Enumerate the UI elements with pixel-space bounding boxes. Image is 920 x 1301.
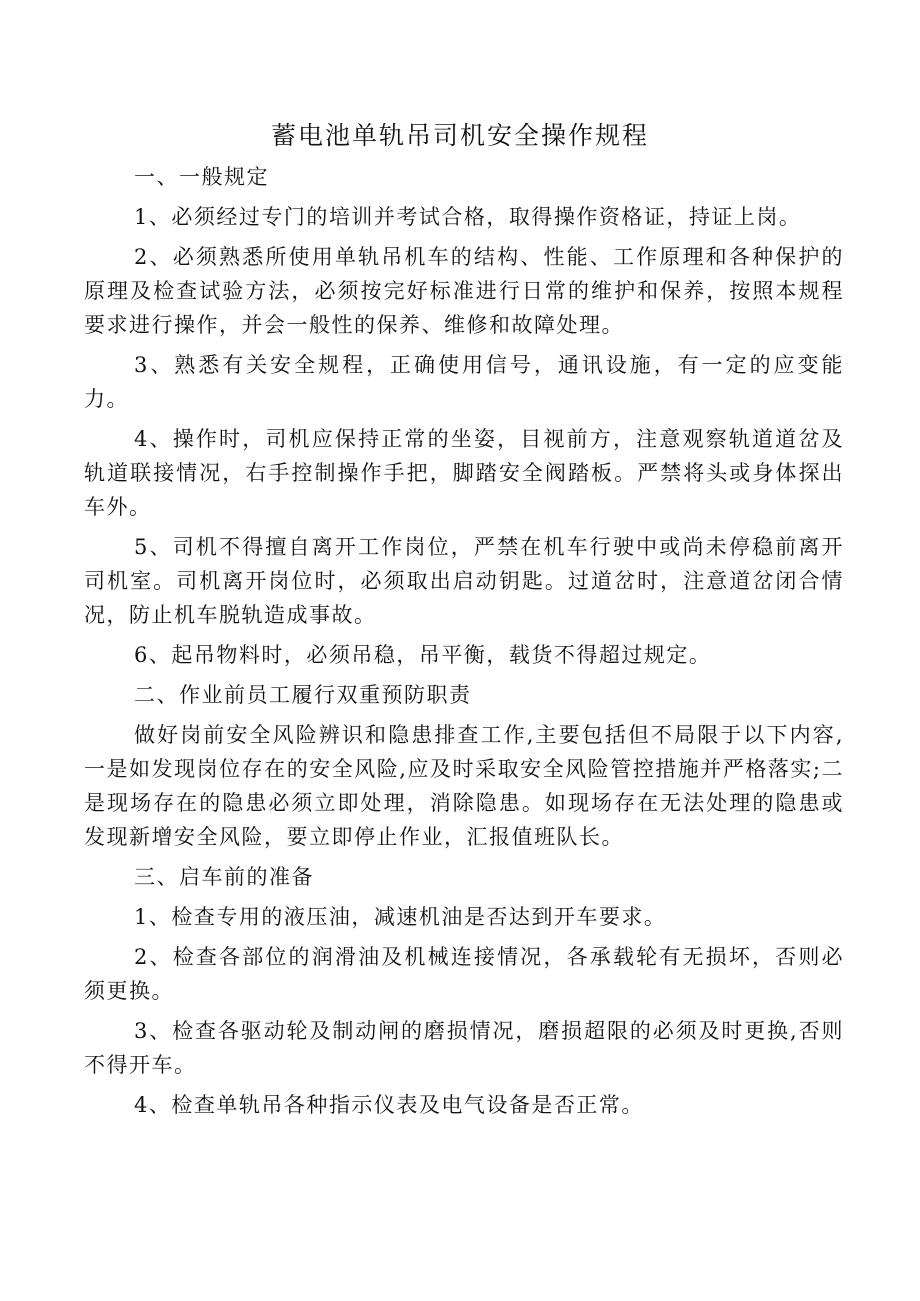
paragraph: 5、司机不得擅自离开工作岗位，严禁在机车行驶中或尚未停稳前离开司机室。司机离开岗位时，必须取出启动钥匙。过道岔时，注意道岔闭合情况，防止机车脱轨造成事故。 [84,535,844,627]
paragraph: 1、检查专用的液压油，减速机油是否达到开车要求。 [134,905,667,929]
paragraph: 4、操作时，司机应保持正常的坐姿，目视前方，注意观察轨道道岔及轨道联接情况，右手控制操作手把，脚踏安全阀踏板。严禁将头或身体探出车外。 [84,427,844,519]
paragraph: 4、检查单轨吊各种指示仪表及电气设备是否正常。 [134,1093,644,1117]
paragraph: 2、检查各部位的润滑油及机械连接情况，各承载轮有无损坏，否则必须更换。 [84,945,844,1003]
paragraph: 3、熟悉有关安全规程，正确使用信号，通讯设施，有一定的应变能力。 [84,353,844,411]
paragraph: 2、必须熟悉所使用单轨吊机车的结构、性能、工作原理和各种保护的原理及检查试验方法，必须按完好标准进行日常的维护和保养，按照本规程要求进行操作，并会一般性的保养、维修和故障处理。 [84,245,844,337]
paragraph: 3、检查各驱动轮及制动闸的磨损情况，磨损超限的必须及时更换,否则不得开车。 [84,1019,844,1077]
paragraph: 做好岗前安全风险辨识和隐患排查工作,主要包括但不局限于以下内容,一是如发现岗位存在的安全风险,应及时采取安全风险管控措施并严格落实;二是现场存在的隐患必须立即处理，消除隐患。如现场存在无法处理的隐患或发现新增安全风险，要立即停止作业，汇报值班队长。 [84,723,844,849]
document-title: 蓄电池单轨吊司机安全操作规程 [270,121,649,150]
section-heading: 三、启车前的准备 [134,865,314,889]
section-heading: 一、一般规定 [134,165,269,189]
paragraph: 1、必须经过专门的培训并考试合格，取得操作资格证，持证上岗。 [134,205,802,229]
section-heading: 二、作业前员工履行双重预防职责 [134,683,472,707]
document-body [84,160,844,1122]
paragraph: 6、起吊物料时，必须吊稳，吊平衡，载货不得超过规定。 [134,643,712,667]
